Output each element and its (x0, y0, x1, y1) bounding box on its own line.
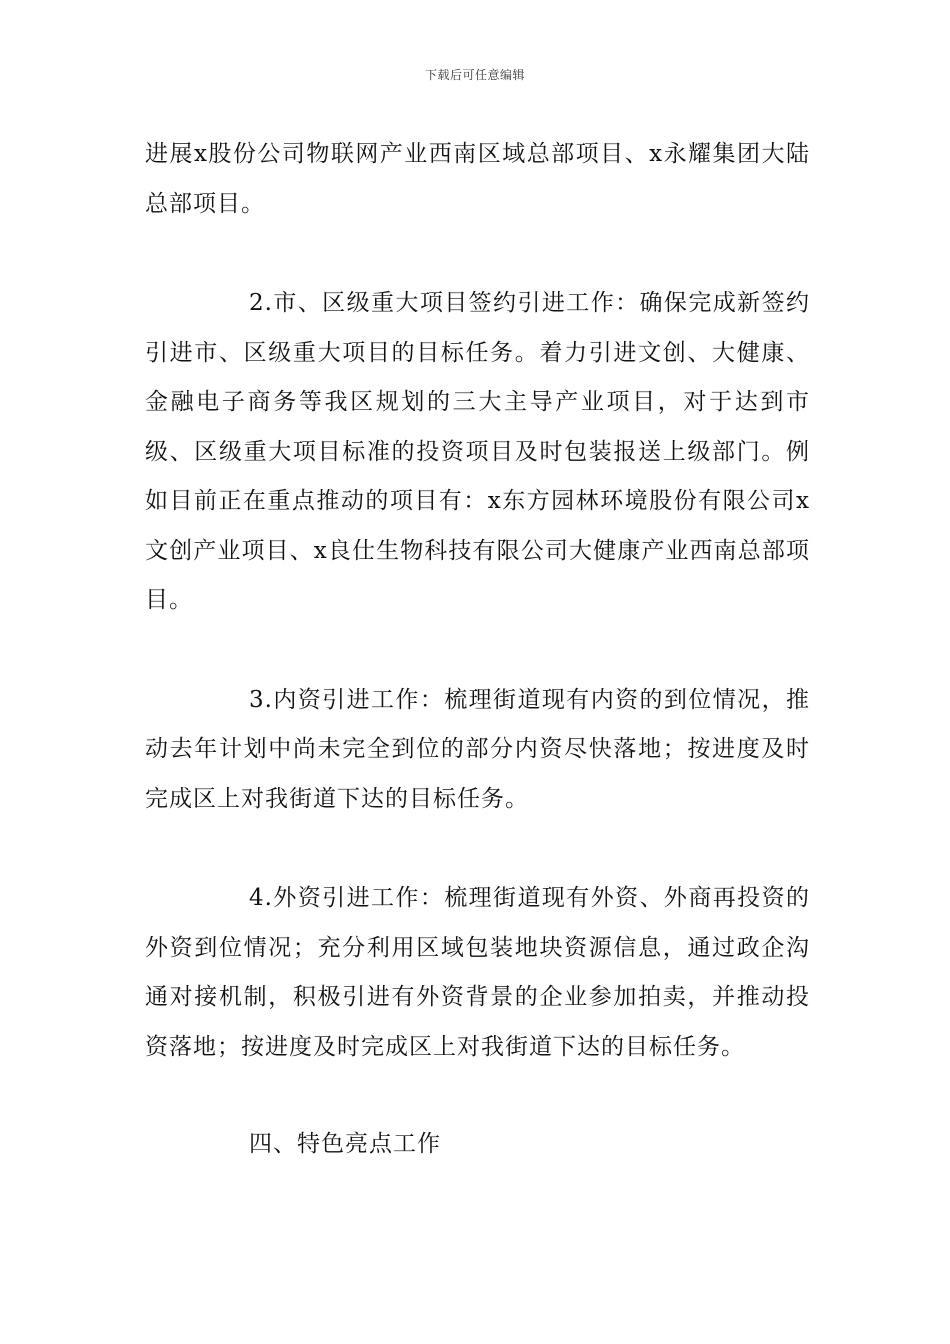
paragraph-spacer (145, 626, 810, 676)
paragraph-spacer (145, 1072, 810, 1120)
paragraph-continuation: 进展x股份公司物联网产业西南区域总部项目、x永耀集团大陆总部项目。 (145, 141, 810, 217)
paragraph-item-3: 3.内资引进工作：梳理街道现有内资的到位情况，推动去年计划中尚未完全到位的部分内资尽快落地；按进度及时完成区上对我街道下达的目标任务。 (145, 686, 810, 812)
paragraph-item-2: 2.市、区级重大项目签约引进工作：确保完成新签约引进市、区级重大项目的目标任务。着力引进文创、大健康、金融电子商务等我区规划的三大主导产业项目，对于达到市级、区级重大项目标准的投资项目及时包装报送上级部门。例如目前正在重点推动的项目有：x东方园林环境股份有限公司x文创产业项目、x良仕生物科技有限公司大健康产业西南总部项目。 (145, 290, 810, 613)
document-body (145, 130, 810, 1170)
section-heading: 四、特色亮点工作 (249, 1131, 441, 1157)
paragraph-spacer (145, 824, 810, 874)
paragraph-spacer (145, 229, 810, 279)
header-note: 下载后可任意编辑 (424, 68, 525, 82)
paragraph-item-4: 4.外资引进工作：梳理街道现有外资、外商再投资的外资到位情况；充分利用区域包装地块资源信息，通过政企沟通对接机制，积极引进有外资背景的企业参加拍卖，并推动投资落地；按进度及时完成区上对我街道下达的目标任务。 (145, 885, 810, 1060)
